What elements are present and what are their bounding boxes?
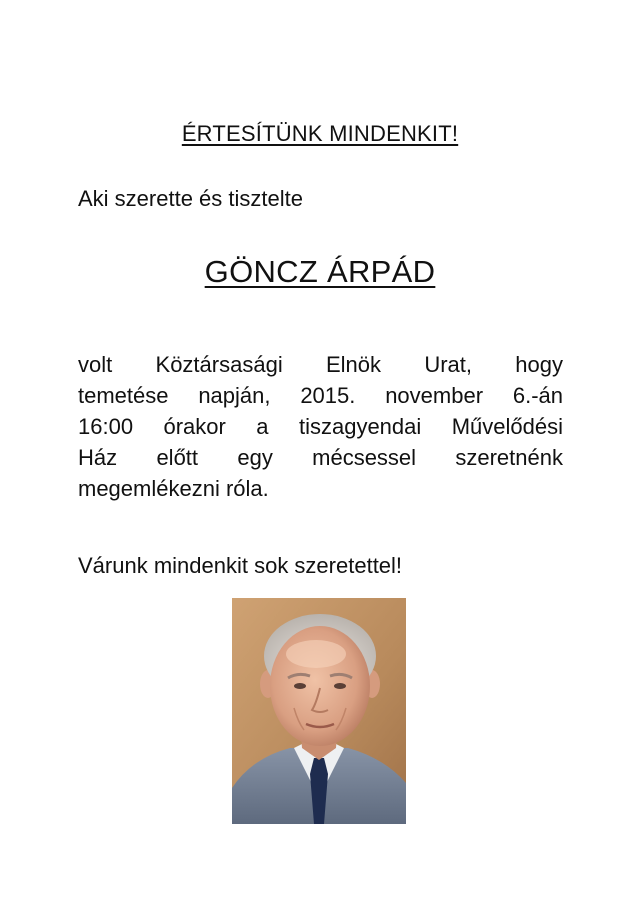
- event-details-line: volt Köztársasági Elnök Urat, hogy: [78, 352, 563, 377]
- event-details: [78, 349, 563, 504]
- intro-text: Aki szerette és tisztelte: [78, 186, 303, 211]
- event-details-line: megemlékezni róla.: [78, 476, 269, 501]
- event-details-line: temetése napján, 2015. november 6.-án: [78, 383, 563, 408]
- event-details-line: Ház előtt egy mécsessel szeretnénk: [78, 445, 563, 470]
- portrait-illustration: [232, 598, 406, 824]
- notice-heading: ÉRTESÍTÜNK MINDENKIT!: [181, 121, 459, 146]
- portrait-photo: [232, 598, 406, 824]
- closing-text: Várunk mindenkit sok szeretettel!: [78, 553, 403, 578]
- event-details-line: 16:00 órakor a tiszagyendai Művelődési: [78, 414, 563, 439]
- honoree-name: GÖNCZ ÁRPÁD: [204, 254, 436, 289]
